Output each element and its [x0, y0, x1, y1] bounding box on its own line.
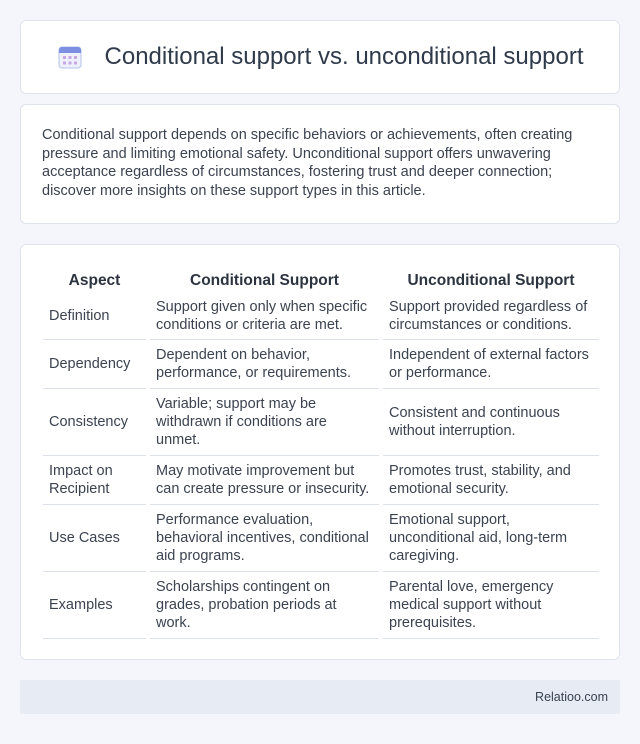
header-conditional: Conditional Support — [190, 272, 339, 289]
intro-card — [20, 104, 620, 224]
table-row — [43, 456, 599, 505]
row-aspect: Consistency — [43, 389, 146, 456]
row-unconditional: Independent of external factors or performance. — [383, 340, 599, 389]
table-row — [43, 389, 599, 456]
table-row — [43, 505, 599, 572]
footer — [20, 680, 620, 714]
row-unconditional: Support provided regardless of circumstances or conditions. — [383, 292, 599, 340]
footer-brand[interactable]: Relatioo.com — [535, 690, 608, 704]
table-header-row — [43, 265, 599, 292]
table-row — [43, 572, 599, 639]
row-conditional: Dependent on behavior, performance, or requirements. — [150, 340, 379, 389]
row-conditional: May motivate improvement but can create pressure or insecurity. — [150, 456, 379, 505]
row-unconditional: Promotes trust, stability, and emotional security. — [383, 456, 599, 505]
row-aspect: Definition — [43, 292, 146, 340]
row-unconditional: Emotional support, unconditional aid, long-term caregiving. — [383, 505, 599, 572]
row-conditional: Variable; support may be withdrawn if conditions are unmet. — [150, 389, 379, 456]
row-aspect: Use Cases — [43, 505, 146, 572]
comparison-card — [20, 244, 620, 660]
table-row — [43, 340, 599, 389]
header-unconditional: Unconditional Support — [407, 272, 575, 289]
row-aspect: Dependency — [43, 340, 146, 389]
table-row — [43, 292, 599, 340]
title-card — [20, 20, 620, 94]
page-title: Conditional support vs. unconditional support — [104, 43, 584, 70]
row-conditional: Scholarships contingent on grades, probation periods at work. — [150, 572, 379, 639]
header-aspect: Aspect — [68, 272, 121, 289]
row-conditional: Support given only when specific conditions or criteria are met. — [150, 292, 379, 340]
calendar-icon — [57, 44, 83, 70]
row-aspect: Impact on Recipient — [43, 456, 146, 505]
row-aspect: Examples — [43, 572, 146, 639]
row-unconditional: Consistent and continuous without interruption. — [383, 389, 599, 456]
comparison-table — [43, 265, 599, 639]
row-unconditional: Parental love, emergency medical support without prerequisites. — [383, 572, 599, 639]
intro-paragraph: Conditional support depends on specific behaviors or achievements, often creating pressure and limiting emotional safety. Unconditional support offers unwavering acceptance regardless of circumstances, fostering trust and deeper connection; discover more insights on these support types in this article. — [42, 127, 573, 199]
row-conditional: Performance evaluation, behavioral incentives, conditional aid programs. — [150, 505, 379, 572]
